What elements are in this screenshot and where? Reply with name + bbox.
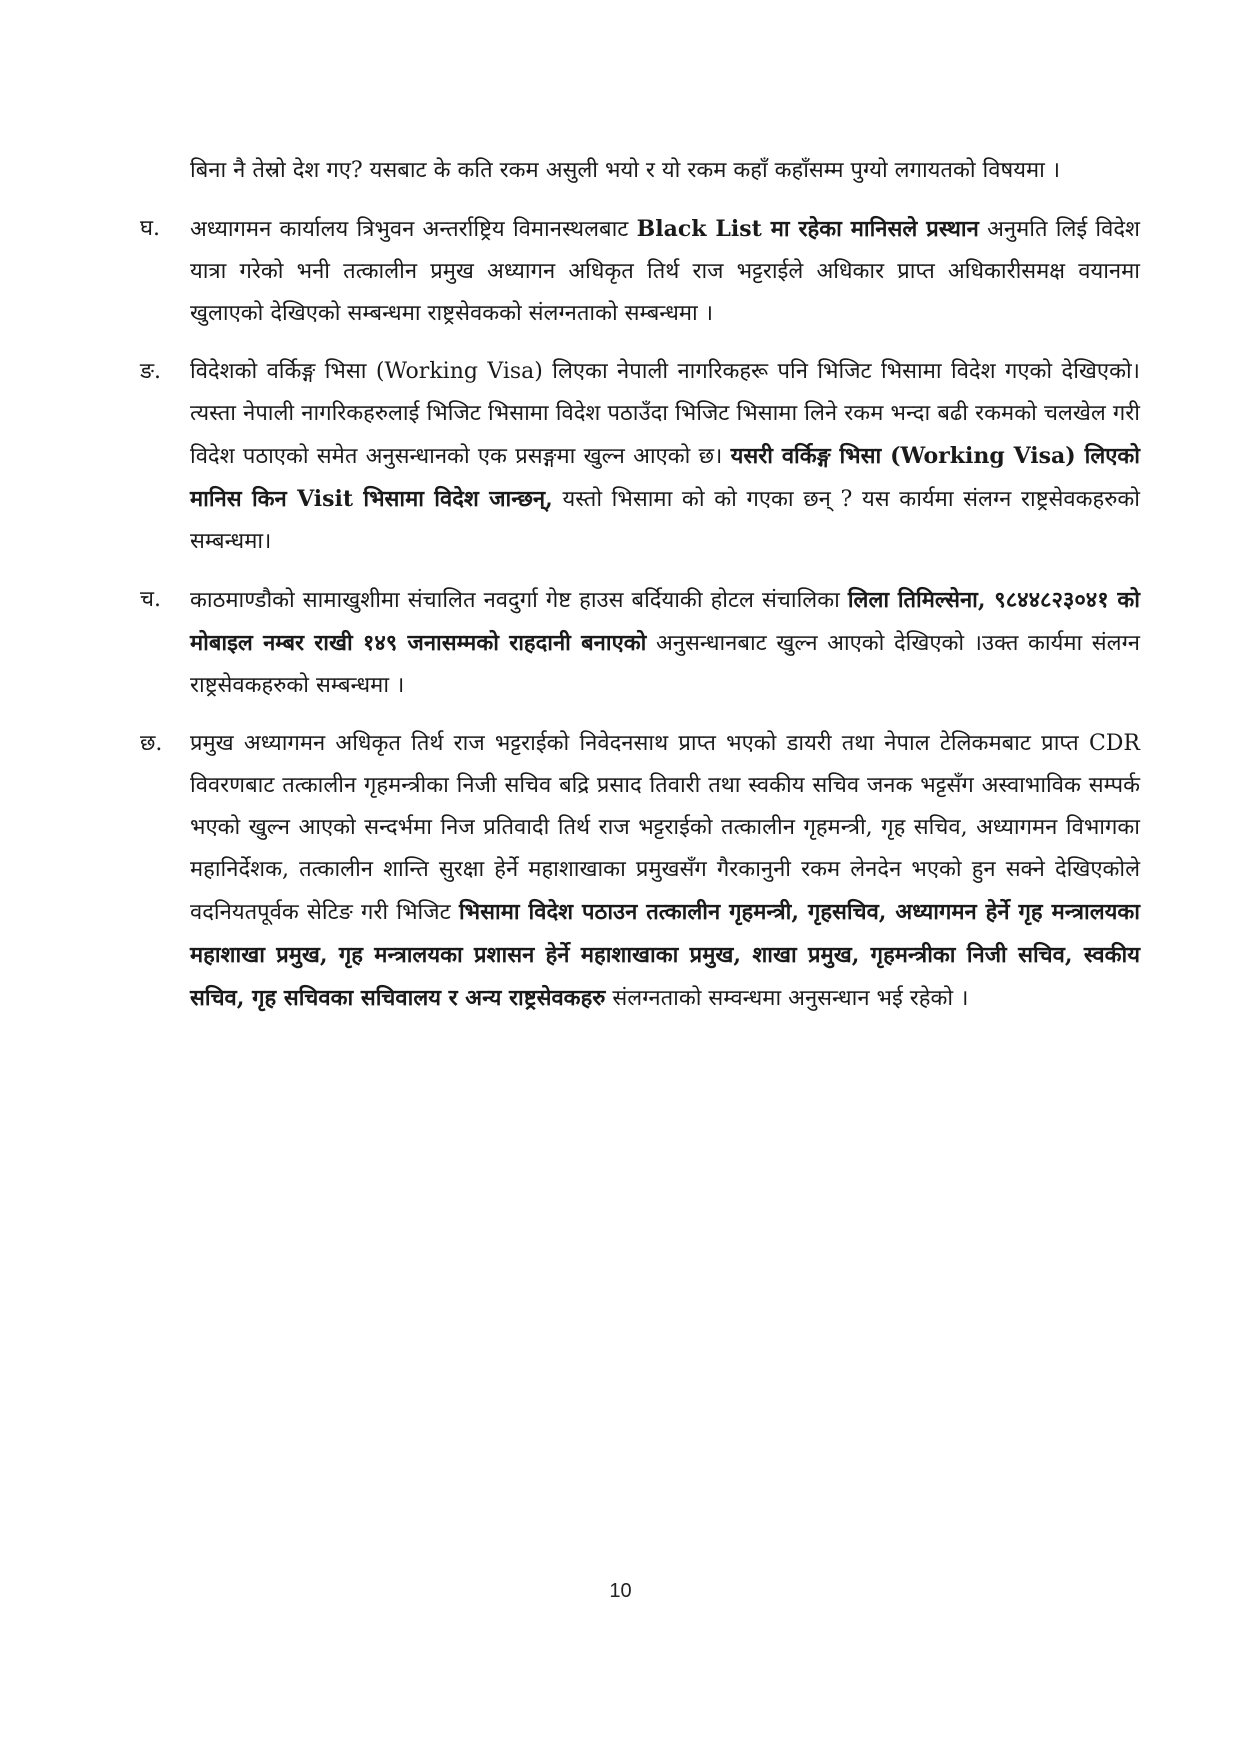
text-run: यस्तो भिसामा को को गएका छन् ? यस कार्यमा संलग्न राष्ट्रसेवकहरुको सम्बन्धमा। bbox=[190, 487, 1140, 554]
list-item-text bbox=[190, 208, 1140, 335]
document-body bbox=[140, 150, 1140, 1036]
list-item-marker: घ. bbox=[140, 216, 160, 241]
bold-text-run: लिला तिमिल्सेना, ९८४४८२३०४१ को मोबाइल नम्बर राखी १४९ जनासम्मको राहदानी बनाएको bbox=[190, 587, 1140, 656]
list-item-text bbox=[190, 723, 1140, 1020]
numbered-list bbox=[140, 208, 1140, 1020]
list-item bbox=[140, 579, 1140, 707]
page-number: 10 bbox=[609, 1580, 632, 1602]
bold-text-run: Black List मा रहेका मानिसले प्रस्थान bbox=[636, 216, 979, 242]
text-run: अनुमति लिई विदेश यात्रा गरेको भनी तत्कालीन प्रमुख अध्यागन अधिकृत तिर्थ राज भट्टराईले अधिकार प्राप्त अधिकारीसमक्ष वयानमा खुलाएको देखिएको सम्बन्धमा राष्ट्रसेवकको संलग्नताको सम्बन्धमा । bbox=[190, 217, 1141, 326]
list-item-marker: छ. bbox=[140, 731, 163, 756]
text-run: संलग्नताको सम्वन्धमा अनुसन्धान भई रहेको । bbox=[605, 986, 969, 1011]
text-run: अध्यागमन कार्यालय त्रिभुवन अन्तर्राष्ट्रिय विमानस्थलबाट bbox=[190, 217, 637, 242]
continuation-paragraph: बिना नै तेस्रो देश गए? यसबाट के कति रकम असुली भयो र यो रकम कहाँ कहाँसम्म पुग्यो लगायतको विषयमा । bbox=[190, 158, 1061, 183]
list-item-marker: च. bbox=[140, 587, 161, 612]
bold-text-run: भिसामा विदेश पठाउन तत्कालीन गृहमन्त्री, गृहसचिव, अध्यागमन हेर्ने गृह मन्त्रालयका महाशाखा प्रमुख, गृह मन्त्रालयका प्रशासन हेर्ने महाशाखाका प्रमुख, शाखा प्रमुख, गृहमन्त्रीका निजी सचिव, स्वकीय सचिव, गृह सचिवका सचिवालय र अन्य राष्ट्रसेवकहरु bbox=[190, 899, 1140, 1011]
list-item-text bbox=[190, 579, 1140, 707]
text-run: अनुसन्धानबाट खुल्न आएको देखिएको ।उक्त कार्यमा संलग्न राष्ट्रसेवकहरुको सम्बन्धमा । bbox=[190, 631, 1140, 698]
bold-text-run: यसरी वर्किङ्ग भिसा (Working Visa) लिएको मानिस किन Visit भिसामा विदेश जान्छन्, bbox=[190, 443, 1140, 512]
text-run: प्रमुख अध्यागमन अधिकृत तिर्थ राज भट्टराईको निवेदनसाथ प्राप्त भएको डायरी तथा नेपाल टेलिकमबाट प्राप्त CDR विवरणबाट तत्कालीन गृहमन्त्रीका निजी सचिव बद्रि प्रसाद तिवारी तथा स्वकीय सचिव जनक भट्टसँग अस्वाभाविक सम्पर्क भएको खुल्न आएको सन्दर्भमा निज प्रतिवादी तिर्थ राज भट्टराईको तत्कालीन गृहमन्त्री, गृह सचिव, अध्यागमन विभागका महानिर्देशक, तत्कालीन शान्ति सुरक्षा हेर्ने महाशाखाका प्रमुखसँग गैरकानुनी रकम लेनदेन भएको हुन सक्ने देखिएकोले वदनियतपूर्वक सेटिङ गरी भिजिट bbox=[190, 731, 1140, 925]
text-run: काठमाण्डौको सामाखुशीमा संचालित नवदुर्गा गेष्ट हाउस बर्दियाकी होटल संचालिका bbox=[190, 588, 848, 613]
list-item bbox=[140, 208, 1140, 335]
list-item bbox=[140, 723, 1140, 1020]
list-item-text bbox=[190, 351, 1140, 563]
text-run: विदेशको वर्किङ्ग भिसा (Working Visa) लिएका नेपाली नागरिकहरू पनि भिजिट भिसामा विदेश गएको देखिएको। त्यस्ता नेपाली नागरिकहरुलाई भिजिट भिसामा विदेश पठाउँदा भिजिट भिसामा लिने रकम भन्दा बढी रकमको चलखेल गरी विदेश पठाएको समेत अनुसन्धानको एक प्रसङ्गमा खुल्न आएको छ। bbox=[190, 359, 1140, 469]
list-item-marker: ङ. bbox=[140, 359, 162, 384]
list-item bbox=[140, 351, 1140, 563]
